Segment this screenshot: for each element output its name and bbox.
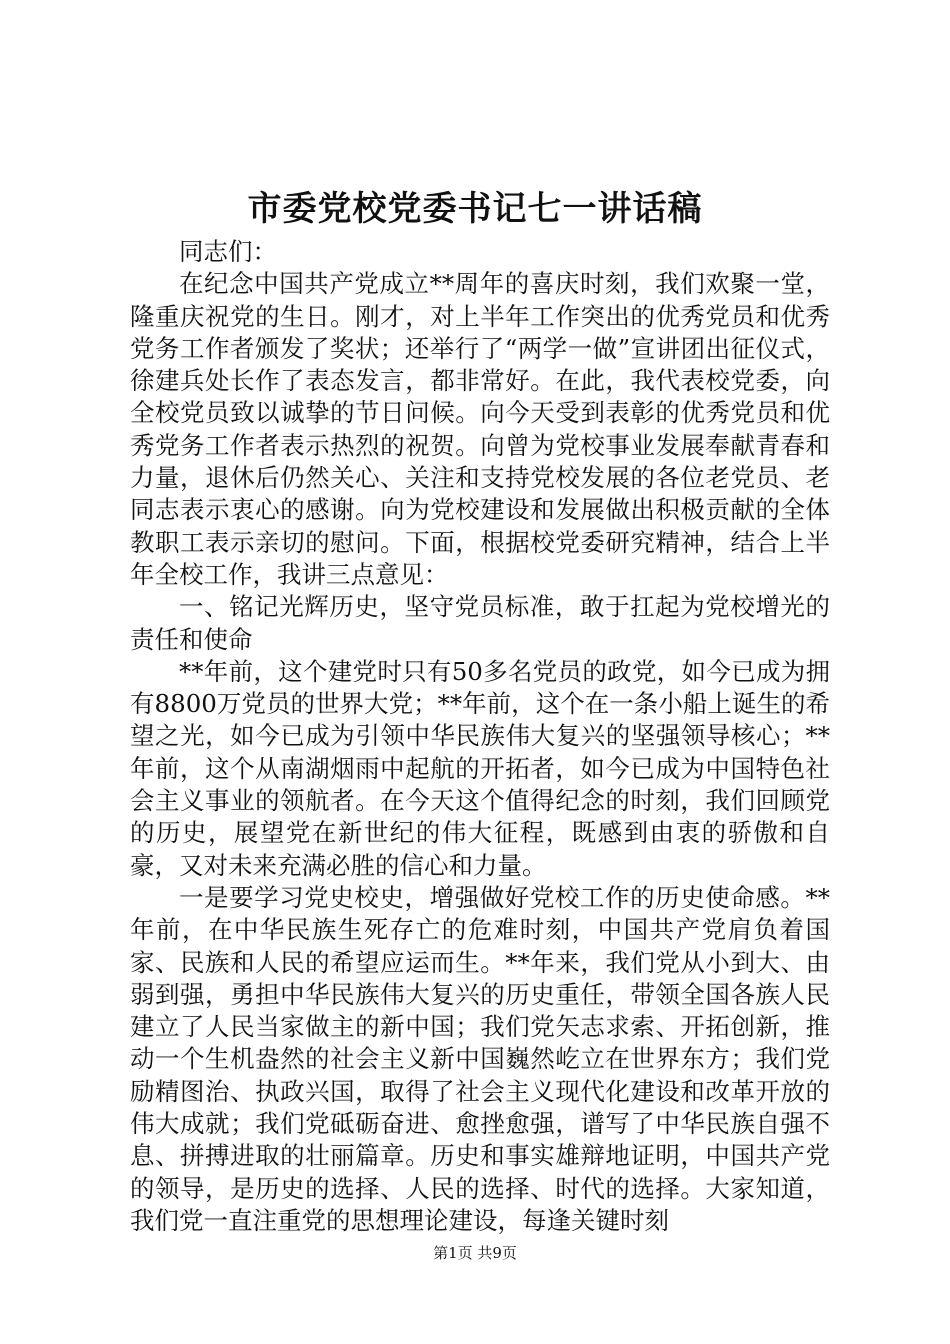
salutation-paragraph: 同志们：	[179, 237, 277, 266]
document-title: 市委党校党委书记七一讲话稿	[247, 189, 703, 229]
opening-paragraph: 在纪念中国共产党成立**周年的喜庆时刻，我们欢聚一堂，隆重庆祝党的生日。刚才，对上半年工作突出的优秀党员和优秀党务工作者颁发了奖状；还举行了“两学一做”宣讲团出征仪式，徐建兵处长作了表态发言，都非常好。在此，我代表校党委，向全校党员致以诚挚的节日问候。向今天受到表彰的优秀党员和优秀党务工作者表示热烈的祝贺。向曾为党校事业发展奉献青春和力量，退休后仍然关心、关注和支持党校发展的各位老党员、老同志表示衷心的感谢。向为党校建设和发展做出积极贡献的全体教职工表示亲切的慰问。下面，根据校党委研究精神，结合上半年全校工作，我讲三点意见：	[130, 269, 830, 589]
document-body	[130, 236, 830, 1237]
history-paragraph: **年前，这个建党时只有50多名党员的政党，如今已成为拥有8800万党员的世界大党；**年前，这个在一条小船上诞生的希望之光，如今已成为引领中华民族伟大复兴的坚强领导核心；**年前，这个从南湖烟雨中起航的开拓者，如今已成为中国特色社会主义事业的领航者。在今天这个值得纪念的时刻，我们回顾党的历史，展望党在新世纪的伟大征程，既感到由衷的骄傲和自豪，又对未来充满必胜的信心和力量。	[130, 656, 830, 880]
page-number-footer: 第1页 共9页	[433, 1244, 517, 1262]
section-heading-1: 一、铭记光辉历史，坚守党员标准，敢于扛起为党校增光的责任和使命	[130, 592, 830, 654]
point-one-paragraph: 一是要学习党史校史，增强做好党校工作的历史使命感。**年前，在中华民族生死存亡的危难时刻，中国共产党肩负着国家、民族和人民的希望应运而生。**年来，我们党从小到大、由弱到强，勇担中华民族伟大复兴的历史重任，带领全国各族人民建立了人民当家做主的新中国；我们党矢志求索、开拓创新，推动一个生机盎然的社会主义新中国巍然屹立在世界东方；我们党励精图治、执政兴国，取得了社会主义现代化建设和改革开放的伟大成就；我们党砥砺奋进、愈挫愈强，谱写了中华民族自强不息、拼搏进取的壮丽篇章。历史和事实雄辩地证明，中国共产党的领导，是历史的选择、人民的选择、时代的选择。大家知道，我们党一直注重党的思想理论建设，每逢关键时刻	[130, 882, 830, 1235]
